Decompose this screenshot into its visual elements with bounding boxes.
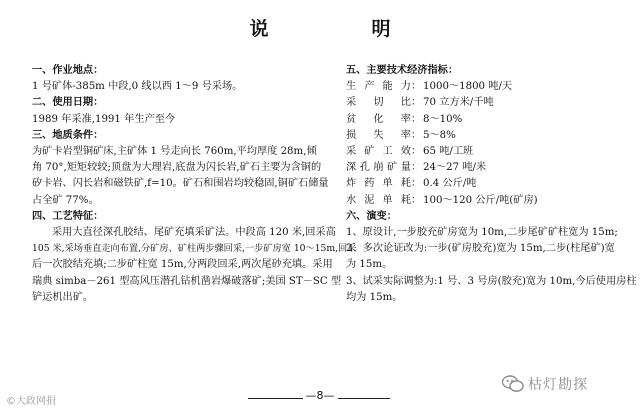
indicator-label: 水泥单耗 <box>346 194 411 206</box>
indicator-row <box>346 79 618 95</box>
geology-line: 占全矿 77%。 <box>32 194 99 206</box>
right-column <box>346 63 637 306</box>
indicator-label: 深孔崩矿量 <box>346 162 411 174</box>
indicator-list <box>346 79 618 209</box>
watermark-right-text: 枯灯勘探 <box>528 377 588 393</box>
geology-line: 角 70°,矩矩较较;顶盘为大理岩,底盘为闪长岩,矿石主要为含铜的 <box>32 162 322 174</box>
document-title: 说 明 <box>249 18 433 40</box>
indicator-row <box>346 193 618 209</box>
evolution-line: 均为 15m。 <box>346 291 403 303</box>
section-process-heading: 四、工艺特征： <box>32 210 104 222</box>
indicator-colon: ： <box>411 194 422 206</box>
indicator-colon: ： <box>411 113 422 125</box>
section-geology-heading: 三、地质条件： <box>32 129 104 141</box>
indicator-value: 0.4 公斤/吨 <box>423 178 477 190</box>
indicator-label: 贫化率 <box>346 113 411 125</box>
indicator-value: 100～120 公斤/吨(矿房) <box>423 194 538 206</box>
indicator-row <box>346 144 618 160</box>
geology-line: 为矿卡岩型铜矿床,主矿体 1 号走向长 760m,平均厚度 28m,倾 <box>32 146 317 158</box>
indicator-colon: ： <box>411 146 422 158</box>
indicator-value: 65 吨/工班 <box>423 146 474 158</box>
evolution-line: 1、原设计,一步胶充矿房宽为 10m,二步尾矿矿柱宽为 15m; <box>346 227 618 239</box>
process-line: 采用大直径深孔胶结、尾矿充填采矿法。中段高 120 米,回采高 <box>52 227 336 239</box>
indicator-value: 24～27 吨/米 <box>423 162 487 174</box>
indicator-colon: ： <box>411 97 422 109</box>
section-indicators-heading: 五、主要技术经济指标： <box>346 65 459 76</box>
indicator-row <box>346 160 618 176</box>
indicator-colon: ： <box>411 129 422 141</box>
indicator-value: 8～10% <box>423 113 463 125</box>
indicator-label: 采矿工效 <box>346 146 411 158</box>
process-line: 瑞典 simba－261 型高风压潜孔钻机凿岩爆破落矿;美国 ST－SC 型 <box>32 275 342 287</box>
process-line: 后一次胶结充填;二步矿柱宽 15m,分两段回采,两次尾砂充填。采用 <box>32 259 333 271</box>
indicator-colon: ： <box>411 81 422 93</box>
geology-line: 矽卡岩、闪长岩和磁铁矿,f=10。矿石和围岩均较稳固,铜矿石储量 <box>32 178 329 190</box>
process-line: 铲运机出矿。 <box>32 291 94 303</box>
indicator-value: 1000～1800 吨/天 <box>423 81 513 93</box>
section-date-text: 1989 年采准,1991 年生产至今 <box>32 113 176 125</box>
indicator-label: 损失率 <box>346 129 411 141</box>
section-location-text: 1 号矿体-385m 中段,0 线以西 1～9 号采场。 <box>32 81 243 93</box>
section-location-heading: 一、作业地点： <box>32 65 104 76</box>
indicator-value: 70 立方米/千吨 <box>423 97 494 109</box>
section-evolution-heading: 六、演变： <box>346 210 397 222</box>
indicator-row <box>346 128 618 144</box>
process-line: 105 米,采场垂直走向布置,分矿房、矿柱两步骤回采,一步矿房宽 10～15m,回采 <box>32 243 357 255</box>
page-number-text: —8— <box>303 389 338 402</box>
evolution-list <box>346 225 637 306</box>
indicator-label: 采切比 <box>346 97 411 109</box>
indicator-colon: ： <box>411 162 422 174</box>
watermark-right <box>502 374 588 397</box>
evolution-line: 3、试采实际调整为:1 号、3 号房(胶充)宽为 10m,今后使用房柱 <box>346 275 637 287</box>
indicator-row <box>346 95 618 111</box>
indicator-row <box>346 112 618 128</box>
evolution-line: 为 15m。 <box>346 259 393 271</box>
section-date-heading: 二、使用日期： <box>32 97 104 109</box>
indicator-label: 炸药单耗 <box>346 178 411 190</box>
left-column <box>32 63 357 306</box>
evolution-line: 2、多次论证改为:一步(矿房胶充)宽为 15m,二步(柱尾矿)宽 <box>346 243 615 255</box>
indicator-colon: ： <box>411 178 422 190</box>
indicator-value: 5～8% <box>423 129 456 141</box>
indicator-row <box>346 176 618 192</box>
indicator-label: 生产能力 <box>346 81 411 93</box>
watermark-left: ©大政网捐 <box>6 396 56 407</box>
wechat-icon <box>502 375 524 397</box>
